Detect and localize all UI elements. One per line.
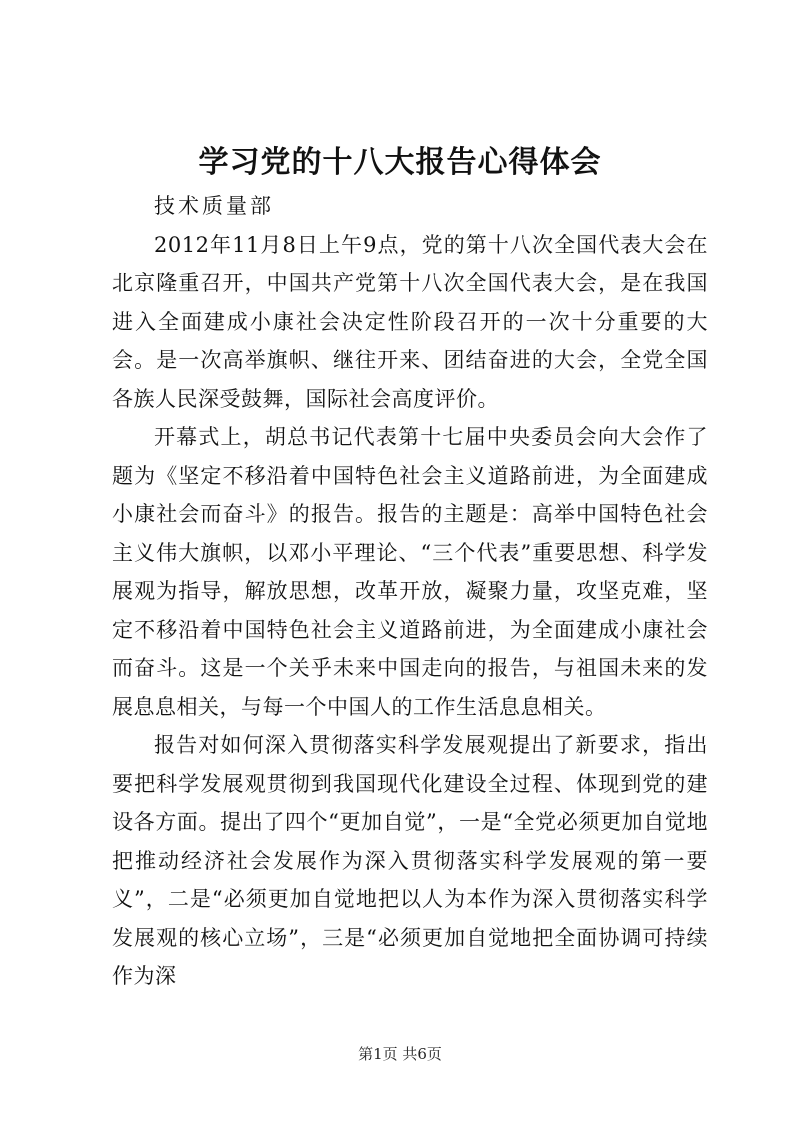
document-body bbox=[112, 187, 708, 996]
paragraph-3: 报告对如何深入贯彻落实科学发展观提出了新要求，指出要把科学发展观贯彻到我国现代化建设全过程、体现到党的建设各方面。提出了四个“更加自觉”，一是“全党必须更加自觉地把推动经济社会发展作为深入贯彻落实科学发展观的第一要义”，二是“必须更加自觉地把以人为本作为深入贯彻落实科学发展观的核心立场”，三是“必须更加自觉地把全面协调可持续作为深 bbox=[112, 733, 708, 988]
paragraph-2: 开幕式上，胡总书记代表第十七届中央委员会向大会作了题为《坚定不移沿着中国特色社会主义道路前进，为全面建成小康社会而奋斗》的报告。报告的主题是：高举中国特色社会主义伟大旗帜，以邓小平理论、“三个代表”重要思想、科学发展观为指导，解放思想，改革开放，凝聚力量，攻坚克难，坚定不移沿着中国特色社会主义道路前进，为全面建成小康社会而奋斗。这是一个关乎未来中国走向的报告，与祖国未来的发展息息相关，与每一个中国人的工作生活息息相关。 bbox=[112, 425, 708, 719]
department-line: 技术质量部 bbox=[154, 194, 274, 218]
paragraph-1: 2012年11月8日上午9点，党的第十八次全国代表大会在北京隆重召开，中国共产党第十八次全国代表大会，是在我国进入全面建成小康社会决定性阶段召开的一次十分重要的大会。是一次高举旗帜、继往开来、团结奋进的大会，全党全国各族人民深受鼓舞，国际社会高度评价。 bbox=[112, 232, 708, 411]
document-title: 学习党的十八大报告心得体会 bbox=[198, 145, 602, 180]
page-number-footer: 第1页 共6页 bbox=[358, 1045, 442, 1063]
